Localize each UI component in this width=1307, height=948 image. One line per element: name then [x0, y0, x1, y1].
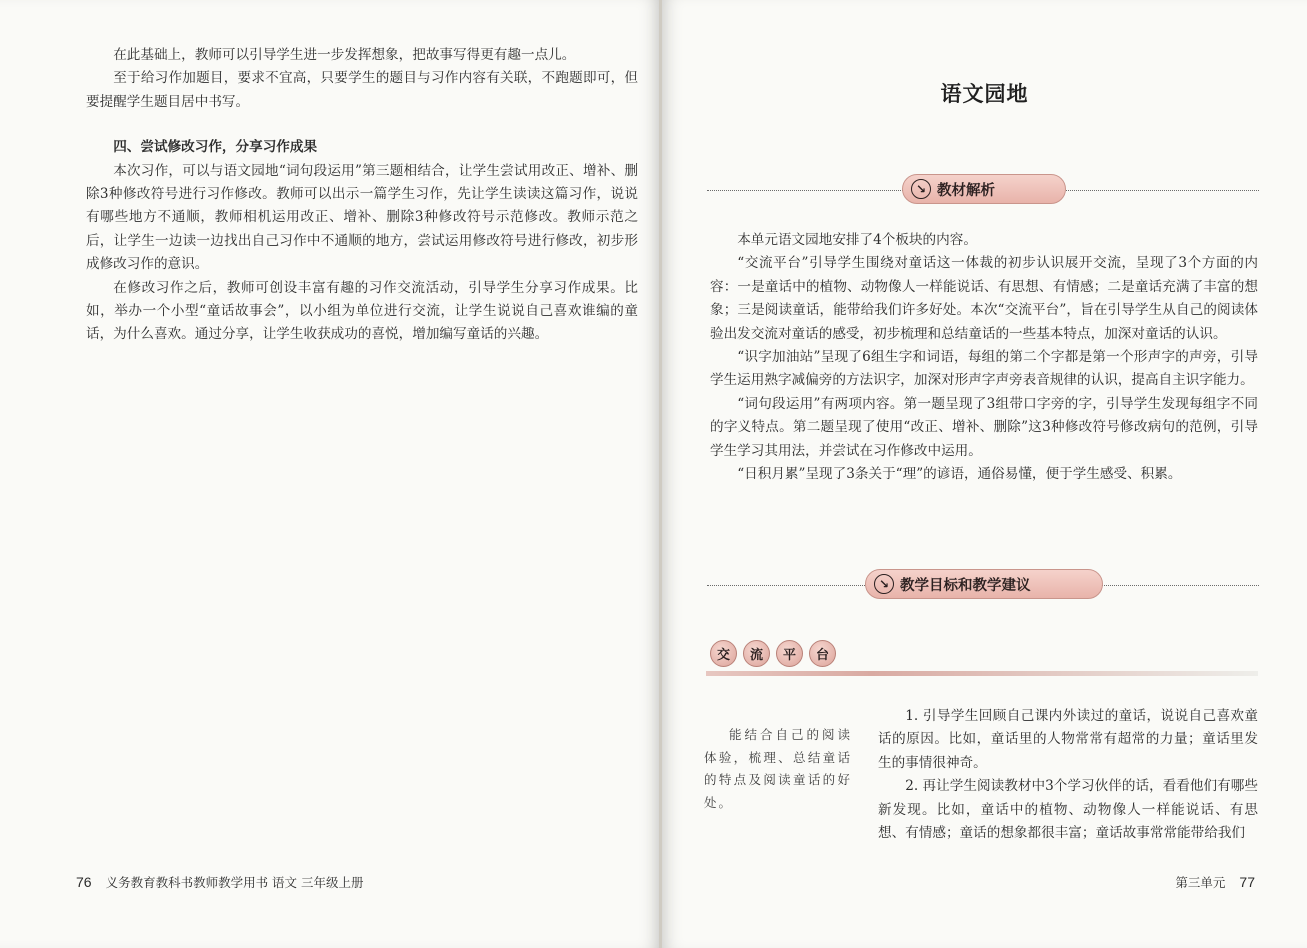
banner-label: 教学目标和教学建议 — [900, 577, 1031, 594]
left-paragraph-2: 至于给习作加题目，要求不宜高，只要学生的题目与习作内容有关联，不跑题即可，但要提醒学生题目居中书写。 — [86, 70, 638, 110]
analysis-paragraph-3: “识字加油站”呈现了6组生字和词语，每组的第二个字都是第一个形声字的声旁，引导学生运用熟字减偏旁的方法识字，加深对形声字声旁表音规律的认识，提高自主识字能力。 — [710, 349, 1258, 389]
heading-underline — [706, 671, 1258, 676]
step-2: 2. 再让学生阅读教材中3个学习伙伴的话，看看他们有哪些新发现。比如，童话中的植物、动物像人一样能说话、有思想、有情感；童话的想象都很丰富；童话故事常常能带给我们 — [878, 778, 1258, 842]
heading-char: 平 — [776, 640, 803, 667]
left-footer — [76, 873, 364, 891]
unit-label: 第三单元 — [1175, 875, 1226, 890]
left-page-number: 76 — [76, 874, 92, 890]
step-1: 1. 引导学生回顾自己课内外读过的童话，说说自己喜欢童话的原因。比如，童话里的人物常常有超常的力量；童话里发生的事情很神奇。 — [878, 708, 1258, 771]
heading-char: 台 — [809, 640, 836, 667]
section-heading-four: 四、尝试修改习作，分享习作成果 — [113, 139, 318, 156]
analysis-paragraph-2: “交流平台”引导学生围绕对童话这一体裁的初步认识展开交流，呈现了3个方面的内容：一是童话中的植物、动物像人一样能说话、有思想、有情感；二是童话充满了丰富的想象；三是阅读童话，能带给我们许多好处。本次“交流平台”，旨在引导学生从自己的阅读体验出发交流对童话的感受，初步梳理和总结童话的一些基本特点，加深对童话的认识。 — [710, 255, 1258, 342]
left-body-text — [86, 44, 638, 347]
teaching-steps — [878, 705, 1258, 845]
left-paragraph-4: 在修改习作之后，教师可创设丰富有趣的习作交流活动，引导学生分享习作成果。比如，举办一个小型“童话故事会”，以小组为单位进行交流，让学生说说自己喜欢谁编的童话，为什么喜欢。通过分享，让学生收获成功的喜悦，增加编写童话的兴趣。 — [86, 279, 638, 343]
left-paragraph-1: 在此基础上，教师可以引导学生进一步发挥想象，把故事写得更有趣一点儿。 — [113, 47, 576, 63]
circle-arrow-icon: ↘ — [911, 179, 931, 199]
banner-pill — [865, 569, 1103, 599]
right-footer — [1175, 873, 1255, 891]
banner-teaching-goals — [707, 569, 1259, 603]
right-body-text — [710, 229, 1258, 486]
banner-textbook-analysis — [707, 174, 1259, 208]
banner-label: 教材解析 — [937, 182, 995, 199]
side-note-text: 能结合自己的阅读体验，梳理、总结童话的特点及阅读童话的好处。 — [704, 727, 852, 810]
banner-pill — [902, 174, 1066, 204]
exchange-platform-heading — [710, 640, 836, 667]
left-paragraph-3: 本次习作，可以与语文园地“词句段运用”第三题相结合，让学生尝试用改正、增补、删除3种修改符号进行习作修改。教师可以出示一篇学生习作，先让学生读读这篇习作，说说有哪些地方不通顺，教师相机运用改正、增补、删除3种修改符号示范修改。教师示范之后，让学生一边读一边找出自己习作中不通顺的地方，尝试运用修改符号进行修改，初步形成修改习作的意识。 — [86, 162, 638, 273]
page-title: 语文园地 — [940, 82, 1029, 106]
right-page-number: 77 — [1239, 874, 1255, 890]
analysis-paragraph-5: “日积月累”呈现了3条关于“理”的谚语，通俗易懂，便于学生感受、积累。 — [737, 466, 1182, 483]
heading-char: 交 — [710, 640, 737, 667]
analysis-paragraph-4: “词句段运用”有两项内容。第一题呈现了3组带口字旁的字，引导学生发现每组字不同的字义特点。第二题呈现了使用“改正、增补、删除”这3种修改符号修改病句的范例，引导学生学习其用法，并尝试在习作修改中运用。 — [710, 395, 1258, 459]
circle-arrow-icon: ↘ — [874, 574, 894, 594]
right-page — [662, 0, 1307, 948]
book-title: 义务教育教科书教师教学用书 语文 三年级上册 — [105, 875, 364, 890]
side-note-goal — [704, 724, 852, 814]
heading-char: 流 — [743, 640, 770, 667]
analysis-paragraph-1: 本单元语文园地安排了4个板块的内容。 — [737, 232, 977, 248]
